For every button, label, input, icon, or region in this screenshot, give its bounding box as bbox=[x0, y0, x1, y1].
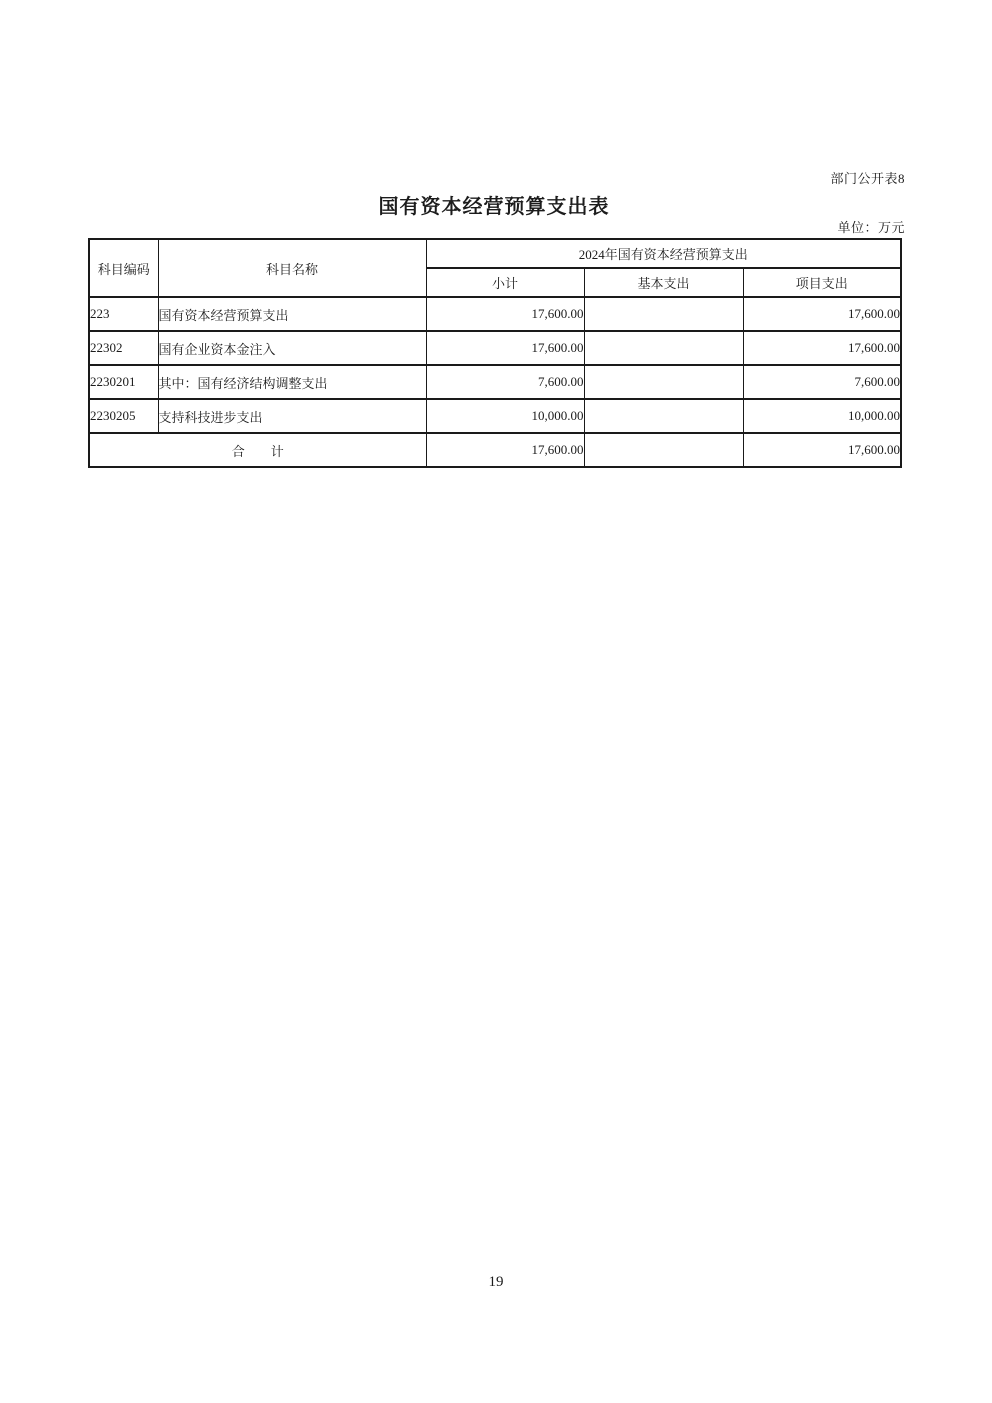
table-row bbox=[89, 297, 901, 331]
header-basic-expenditure: 基本支出 bbox=[584, 268, 743, 297]
cell-subject-name: 支持科技进步支出 bbox=[158, 399, 426, 433]
cell-subject-name: 国有企业资本金注入 bbox=[158, 331, 426, 365]
header-subtotal: 小计 bbox=[426, 268, 584, 297]
cell-basic bbox=[584, 331, 743, 365]
cell-total-project: 17,600.00 bbox=[743, 433, 901, 467]
header-subject-code: 科目编码 bbox=[89, 239, 158, 297]
cell-project: 10,000.00 bbox=[743, 399, 901, 433]
table-row bbox=[89, 365, 901, 399]
header-span-2024: 2024年国有资本经营预算支出 bbox=[426, 239, 901, 268]
cell-subject-code: 2230201 bbox=[89, 365, 158, 399]
cell-project: 7,600.00 bbox=[743, 365, 901, 399]
page-title: 国有资本经营预算支出表 bbox=[378, 196, 610, 218]
cell-basic bbox=[584, 365, 743, 399]
cell-subject-name: 国有资本经营预算支出 bbox=[158, 297, 426, 331]
total-row bbox=[89, 433, 901, 467]
form-number-label: 部门公开表8 bbox=[830, 171, 905, 186]
cell-project: 17,600.00 bbox=[743, 297, 901, 331]
cell-subject-code: 223 bbox=[89, 297, 158, 331]
cell-total-basic bbox=[584, 433, 743, 467]
header-row-1 bbox=[89, 239, 901, 268]
cell-subject-code: 22302 bbox=[89, 331, 158, 365]
cell-basic bbox=[584, 399, 743, 433]
header-project-expenditure: 项目支出 bbox=[743, 268, 901, 297]
table-row bbox=[89, 331, 901, 365]
cell-subtotal: 17,600.00 bbox=[426, 297, 584, 331]
cell-subtotal: 7,600.00 bbox=[426, 365, 584, 399]
unit-note: 单位：万元 bbox=[837, 220, 905, 235]
header-subject-name: 科目名称 bbox=[158, 239, 426, 297]
cell-project: 17,600.00 bbox=[743, 331, 901, 365]
cell-subject-name: 其中：国有经济结构调整支出 bbox=[158, 365, 426, 399]
table-row bbox=[89, 399, 901, 433]
cell-subtotal: 17,600.00 bbox=[426, 331, 584, 365]
cell-total-subtotal: 17,600.00 bbox=[426, 433, 584, 467]
cell-total-label: 合 计 bbox=[89, 433, 426, 467]
budget-table bbox=[88, 238, 902, 468]
cell-subtotal: 10,000.00 bbox=[426, 399, 584, 433]
page-number: 19 bbox=[488, 1274, 504, 1290]
cell-subject-code: 2230205 bbox=[89, 399, 158, 433]
cell-basic bbox=[584, 297, 743, 331]
